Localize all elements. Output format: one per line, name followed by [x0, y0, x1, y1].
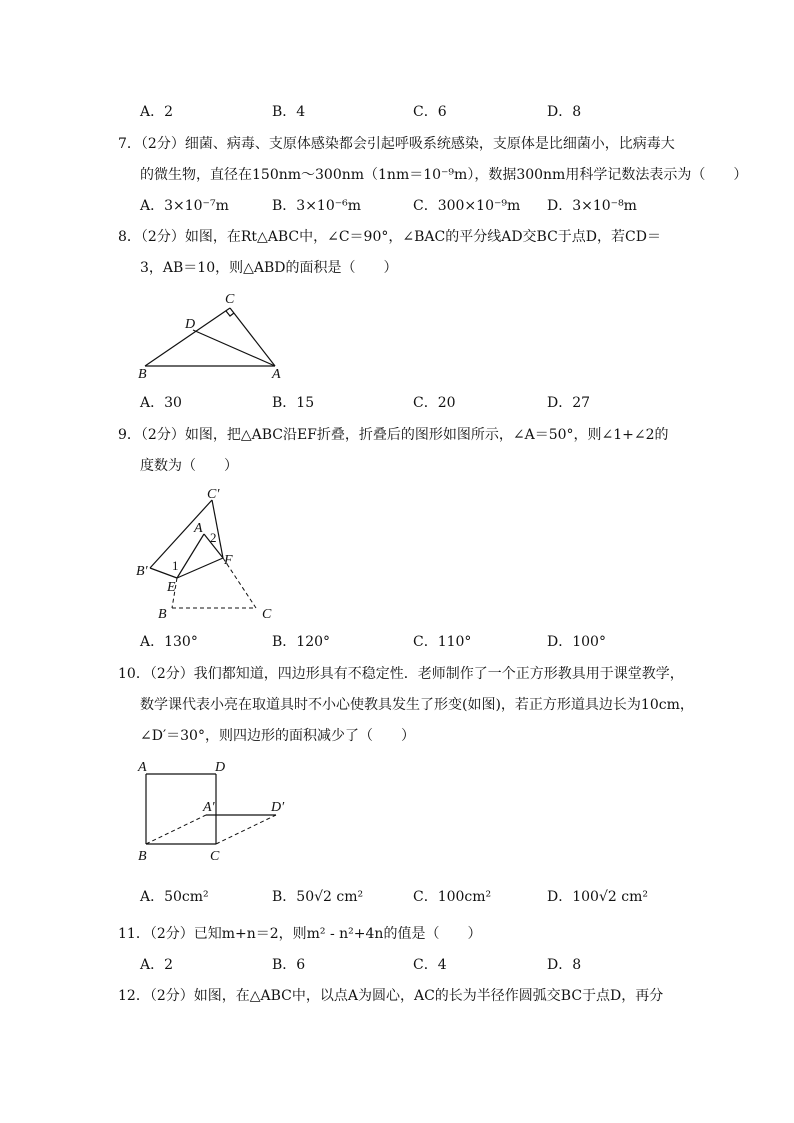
- q11-option-d[interactable]: D．8: [547, 957, 582, 973]
- segment-ad: [193, 330, 275, 366]
- q8-option-c[interactable]: C．20: [413, 395, 456, 411]
- q9-option-a[interactable]: A．130°: [140, 634, 198, 650]
- q11-text-line1: 11．（2分）已知m+n＝2，则m² - n²+4n的值是（ ）: [118, 926, 482, 942]
- q9-figure: [130, 482, 280, 624]
- q10-label-d: D: [215, 760, 226, 775]
- q7-option-b[interactable]: B．3×10⁻⁶m: [272, 198, 362, 214]
- q7-option-d[interactable]: D．3×10⁻⁸m: [547, 198, 637, 214]
- q10-label-ap: A′: [203, 800, 215, 815]
- dashed-b-ap: [146, 815, 206, 844]
- q11-option-a[interactable]: A．2: [140, 957, 174, 973]
- q7-option-c[interactable]: C．300×10⁻⁹m: [413, 198, 521, 214]
- q8-option-d[interactable]: D．27: [547, 395, 591, 411]
- q6-option-b[interactable]: B．4: [272, 104, 306, 120]
- q8-figure: [130, 288, 300, 383]
- q9-option-d[interactable]: D．100°: [547, 634, 606, 650]
- q12-text-line1: 12．（2分）如图，在△ABC中，以点A为圆心，AC的长为半径作圆弧交BC于点D，再分: [118, 988, 664, 1004]
- q9-label-e: E: [167, 580, 176, 595]
- q10-option-d[interactable]: D．100√2 cm²: [547, 889, 648, 905]
- q7-option-a[interactable]: A．3×10⁻⁷m: [140, 198, 229, 214]
- q10-option-a[interactable]: A．50cm²: [140, 889, 209, 905]
- q8-label-a: A: [272, 367, 281, 382]
- q11-option-c[interactable]: C．4: [413, 957, 447, 973]
- q8-option-b[interactable]: B．15: [272, 395, 315, 411]
- q9-option-c[interactable]: C．110°: [413, 634, 472, 650]
- q9-label-c: C: [262, 607, 272, 622]
- q6-option-c[interactable]: C．6: [413, 104, 447, 120]
- q10-label-c: C: [210, 849, 220, 864]
- q10-figure: [130, 756, 300, 868]
- q8-option-a[interactable]: A．30: [140, 395, 182, 411]
- q9-text-line2: 度数为（ ）: [140, 458, 238, 474]
- q10-option-c[interactable]: C．100cm²: [413, 889, 492, 905]
- q10-text-line3: ∠D′＝30°，则四边形的面积减少了（ ）: [140, 728, 415, 744]
- q6-option-d[interactable]: D．8: [547, 104, 582, 120]
- q9-label-cp: C′: [207, 487, 220, 502]
- q11-option-b[interactable]: B．6: [272, 957, 306, 973]
- q10-option-b[interactable]: B．50√2 cm²: [272, 889, 364, 905]
- q9-option-b[interactable]: B．120°: [272, 634, 331, 650]
- segment-e-f: [177, 558, 223, 578]
- q9-text-line1: 9．（2分）如图，把△ABC沿EF折叠，折叠后的图形如图所示，∠A＝50°，则∠1+∠2的: [118, 427, 669, 443]
- q8-text-line1: 8．（2分）如图，在Rt△ABC中，∠C＝90°，∠BAC的平分线AD交BC于点D，若CD＝: [118, 229, 661, 245]
- q10-label-dp: D′: [271, 800, 285, 815]
- q8-label-b: B: [138, 367, 147, 382]
- q9-label-a: A: [194, 521, 203, 536]
- dashed-c-dp: [216, 815, 276, 844]
- q9-label-bp: B′: [136, 564, 148, 579]
- q8-label-d: D: [185, 317, 196, 332]
- q7-text-line2: 的微生物，直径在150nm～300nm（1nm＝10⁻⁹m），数据300nm用科学记数法表示为（ ）: [140, 167, 748, 183]
- segment-bp-cp: [150, 500, 212, 568]
- segment-e-a: [177, 534, 204, 578]
- q6-option-a[interactable]: A．2: [140, 104, 174, 120]
- q9-label-angle1: 1: [172, 558, 179, 573]
- q8-text-line2: 3，AB＝10，则△ABD的面积是（ ）: [140, 260, 398, 276]
- q8-label-c: C: [225, 292, 235, 307]
- q10-label-b: B: [138, 849, 147, 864]
- q9-label-b: B: [158, 607, 167, 622]
- segment-ca: [230, 308, 275, 366]
- q10-text-line1: 10．（2分）我们都知道，四边形具有不稳定性．老师制作了一个正方形教具用于课堂教学，: [118, 666, 684, 682]
- q9-label-angle2: 2: [210, 530, 217, 545]
- q7-text-line1: 7．（2分）细菌、病毒、支原体感染都会引起呼吸系统感染，支原体是比细菌小，比病毒大: [118, 136, 675, 152]
- q10-label-a: A: [138, 760, 147, 775]
- segment-cp-f: [212, 500, 223, 558]
- q10-text-line2: 数学课代表小亮在取道具时不小心使教具发生了形变(如图)，若正方形道具边长为10cm，: [140, 697, 694, 713]
- q9-label-f: F: [224, 553, 233, 568]
